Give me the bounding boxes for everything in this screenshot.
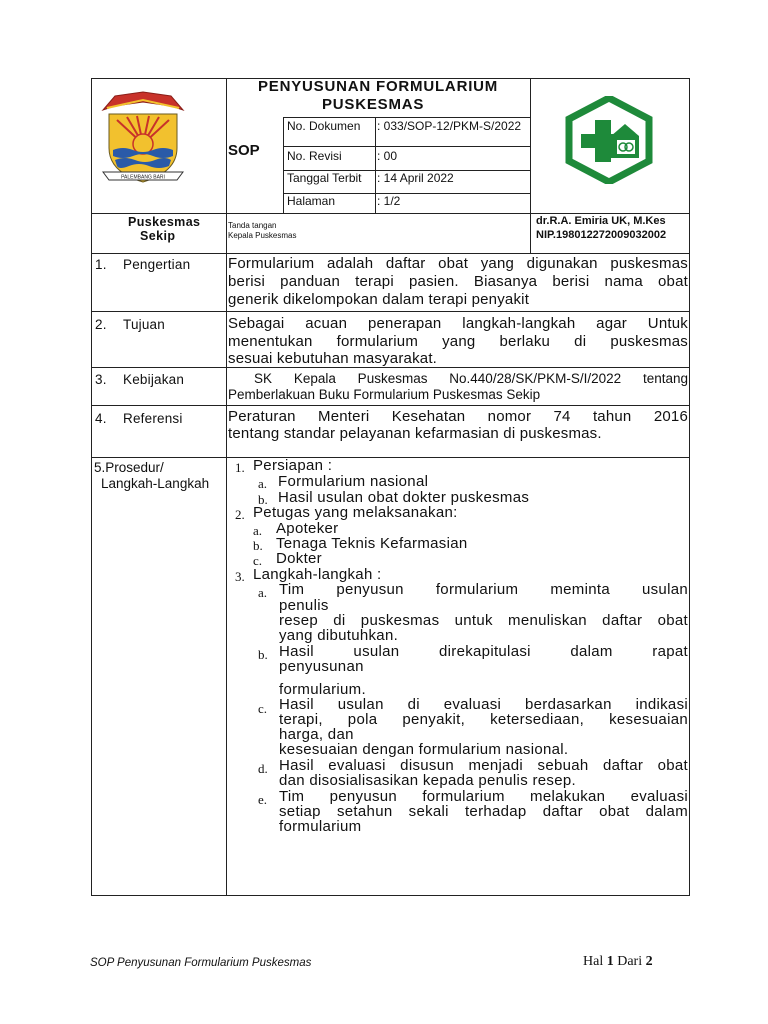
meta-label-no-dokumen: No. Dokumen xyxy=(287,119,361,133)
pengertian-line: generik dikelompokan dalam terapi penyakit xyxy=(228,291,530,308)
list-item-line: kesesuaian dengan formularium nasional. xyxy=(279,741,569,758)
list-item-line: terapi, pola penyakit, ketersediaan, kesesuaian xyxy=(279,711,688,728)
section-number-tujuan: 2. xyxy=(95,317,107,332)
list-item-line: harga, dan xyxy=(279,726,354,743)
sop-label: SOP xyxy=(228,142,260,159)
list-item-line: Tim penyusun formularium meminta usulan xyxy=(279,581,688,598)
section-label-prosedur-line1: 5.Prosedur/ xyxy=(94,460,164,475)
signature-label-line1: Tanda tangan xyxy=(228,221,277,230)
list-number: 1. xyxy=(235,460,245,475)
section-label-tujuan: Tujuan xyxy=(123,317,165,332)
puskesmas-name-line1: Puskesmas xyxy=(128,215,201,229)
puskesmas-logo xyxy=(565,96,653,184)
list-item: Persiapan : xyxy=(253,457,333,474)
list-item: Langkah-langkah : xyxy=(253,566,382,583)
section-label-kebijakan: Kebijakan xyxy=(123,372,185,387)
section-number-pengertian: 1. xyxy=(95,257,107,272)
list-item-line: penulis xyxy=(279,597,329,614)
pengertian-line: Formularium adalah daftar obat yang digunakan puskesmas xyxy=(228,255,688,272)
meta-value-no-revisi: : 00 xyxy=(377,149,398,163)
list-item: Formularium nasional xyxy=(278,473,429,490)
list-item-line: dan disosialisasikan kepada penulis resep. xyxy=(279,772,576,789)
list-item-line: Tim penyusun formularium melakukan evaluasi xyxy=(279,788,688,805)
list-item-line: resep di puskesmas untuk menuliskan daftar obat xyxy=(279,612,688,629)
footer-hal-label: Hal xyxy=(583,954,604,969)
list-item: Hasil usulan obat dokter puskesmas xyxy=(278,489,530,506)
svg-text:PALEMBANG BARI: PALEMBANG BARI xyxy=(121,174,165,181)
section-number-kebijakan: 3. xyxy=(95,372,107,387)
section-label-pengertian: Pengertian xyxy=(123,257,191,272)
list-item: Apoteker xyxy=(276,520,339,537)
list-letter: e. xyxy=(258,792,268,807)
list-item: Petugas yang melaksanakan: xyxy=(253,504,458,521)
footer-total-pages: 2 xyxy=(645,954,653,969)
list-letter: a. xyxy=(258,585,268,600)
referensi-line: Peraturan Menteri Kesehatan nomor 74 tahun 2016 xyxy=(228,408,688,425)
list-number: 2. xyxy=(235,507,245,522)
meta-label-no-revisi: No. Revisi xyxy=(287,149,342,163)
footer-dari-label: Dari xyxy=(617,954,643,969)
section-label-prosedur-line2: Langkah-Langkah xyxy=(101,476,210,491)
list-letter: b. xyxy=(253,538,263,553)
meta-value-tanggal-terbit: : 14 April 2022 xyxy=(377,171,454,185)
list-number: 3. xyxy=(235,569,245,584)
kebijakan-line: SK Kepala Puskesmas No.440/28/SK/PKM-S/I/2022 tentang xyxy=(254,371,688,386)
list-item-line: setiap setahun sekali terhadap daftar obat dalam xyxy=(279,803,688,820)
list-letter: c. xyxy=(253,553,263,568)
head-nip: NIP.198012272009032002 xyxy=(536,229,667,241)
list-letter: a. xyxy=(258,476,268,491)
tujuan-line: Sebagai acuan penerapan langkah-langkah agar Untuk xyxy=(228,315,688,332)
section-label-referensi: Referensi xyxy=(123,411,183,426)
document-title-line2: PUSKESMAS xyxy=(322,96,425,113)
list-item-line: yang dibutuhkan. xyxy=(279,627,399,644)
footer-doc-title: SOP Penyusunan Formularium Puskesmas xyxy=(90,957,312,969)
tujuan-line: menentukan formularium yang berlaku di puskesmas xyxy=(228,333,688,350)
pengertian-line: berisi panduan terapi pasien. Biasanya berisi nama obat xyxy=(228,273,688,290)
footer-page-indicator xyxy=(583,954,653,970)
meta-label-tanggal-terbit: Tanggal Terbit xyxy=(287,171,362,185)
list-item: Tenaga Teknis Kefarmasian xyxy=(276,535,468,552)
kebijakan-line: Pemberlakuan Buku Formularium Puskesmas Sekip xyxy=(228,387,541,402)
list-item-line: penyusunan xyxy=(279,658,364,675)
meta-value-halaman: : 1/2 xyxy=(377,194,401,208)
city-emblem-logo xyxy=(97,86,189,194)
head-name: dr.R.A. Emiria UK, M.Kes xyxy=(536,215,666,227)
meta-value-no-dokumen: : 033/SOP-12/PKM-S/2022 xyxy=(377,119,522,133)
tujuan-line: sesuai kebutuhan masyarakat. xyxy=(228,350,438,367)
section-number-referensi: 4. xyxy=(95,411,107,426)
referensi-line: tentang standar pelayanan kefarmasian di puskesmas. xyxy=(228,425,602,442)
list-item-line: formularium xyxy=(279,818,362,835)
signature-label-line2: Kepala Puskesmas xyxy=(228,231,297,240)
list-item-line: Hasil usulan di evaluasi berdasarkan indikasi xyxy=(279,696,688,713)
list-letter: a. xyxy=(253,523,263,538)
list-letter: b. xyxy=(258,647,268,662)
list-letter: d. xyxy=(258,761,268,776)
list-item-line: Hasil evaluasi disusun menjadi sebuah daftar obat xyxy=(279,757,688,774)
puskesmas-name-line2: Sekip xyxy=(140,229,176,243)
list-item-line: formularium. xyxy=(279,681,366,698)
footer-page-number: 1 xyxy=(606,954,614,969)
meta-label-halaman: Halaman xyxy=(287,194,336,208)
list-letter: b. xyxy=(258,492,268,507)
list-item-line: Hasil usulan direkapitulasi dalam rapat xyxy=(279,643,688,660)
list-item: Dokter xyxy=(276,550,322,567)
document-title-line1: PENYUSUNAN FORMULARIUM xyxy=(258,78,499,95)
list-letter: c. xyxy=(258,701,268,716)
